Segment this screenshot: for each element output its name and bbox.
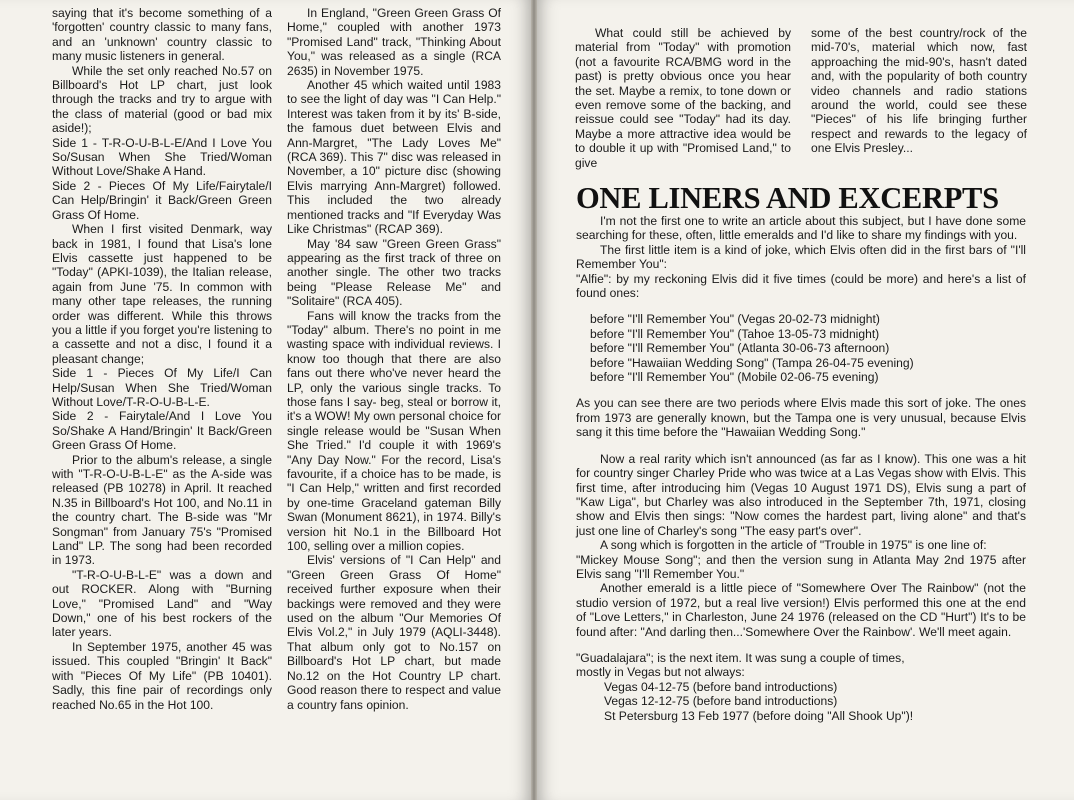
paragraph: When I first visited Denmark, way back in 1981, I found that Lisa's lone Elvis cassette just happened to be "Today" (APKI-1039), the Italian release, again from June '75. In common with many other tape releases, the running order was different. While this throws you a little if you forget you're listening to a cassette and not a disc, I found it a pleasant change; xyxy=(52,222,272,366)
paragraph: In September 1975, another 45 was issued. This coupled "Bringin' It Back" with "Pieces Of My Life" (PB 10401). Sadly, this fine pair of recordings only reached No.65 in the Hot 100. xyxy=(52,639,272,712)
paragraph: saying that it's become something of a 'forgotten' country classic to many fans, and an 'unknown' country classic to many music listeners in general. xyxy=(52,6,272,64)
paragraph: While the set only reached No.57 on Billboard's Hot LP chart, just look through the tracks and try to argue with the class of material (good or bad mix aside!); xyxy=(52,63,272,136)
paragraph: Now a real rarity which isn't announced (as far as I know). This one was a hit for country singer Charley Pride who was twice at a Las Vegas show with Elvis. This first time, after introducing him (Vegas 10 August 1971 DS), Elvis sung a part of "Kaw Liga", but Charley was also introduced in the September 7th, 1971, closing show and Elvis then sings: "Now comes the hardest part, living alone" and that's just one line of Charley's song "The easy part's over". xyxy=(576,451,1026,538)
list-item: Vegas 12-12-75 (before band introductions) xyxy=(604,694,838,709)
left-page xyxy=(0,0,531,800)
paragraph: "Mickey Mouse Song"; and then the version sung in Atlanta May 2nd 1975 after Elvis sang "I'll Remember You." xyxy=(576,552,1026,581)
left-page-column-2 xyxy=(287,6,501,712)
spacer xyxy=(576,440,1026,452)
paragraph: What could still be achieved by material from "Today" with promotion (not a favourite RCA/BMG word in the past) is pretty obvious once you hear the set. Maybe a remix, to tone down or even remove some of the backing, and reissue could see "Today" had its day. Maybe a more attractive idea would be to double it up with "Promised Land," to give xyxy=(575,26,791,170)
guadalajara-list xyxy=(576,680,1026,723)
list-item: St Petersburg 13 Feb 1977 (before doing "All Shook Up")! xyxy=(604,708,914,723)
section-heading: ONE LINERS AND EXCERPTS xyxy=(576,181,999,215)
one-liners-article xyxy=(576,214,1026,723)
right-page-column-2 xyxy=(811,26,1027,156)
cassette-side-2: Side 2 - Fairytale/And I Love You So/Shake A Hand/Bringin' It Back/Green Green Grass Of Home. xyxy=(52,409,272,453)
paragraph: Fans will know the tracks from the "Today" album. There's no point in me wasting space with individual reviews. I know too though that there are also fans out there who've never heard the LP, only the various single tracks. To those fans I say- beg, steal or borrow it, it's a WOW! My own personal choice for single release would be "Susan When She Tried." I'd couple it with 1969's "Any Day Now." For the record, Lisa's favourite, if a choice has to be made, is "I Can Help," written and first recorded by one-time Graceland gateman Billy Swan (Monument 8621), in 1974. Billy's version hit No.1 in the Billboard Hot 100, selling over a million copies. xyxy=(287,308,502,554)
paragraph: The first little item is a kind of joke, which Elvis often did in the first bars of "I'll Remember You": xyxy=(576,242,1026,272)
paragraph: A song which is forgotten in the article of "Trouble in 1975" is one line of: xyxy=(600,538,987,553)
right-page-column-1 xyxy=(575,26,791,170)
list-item: before "I'll Remember You" (Tahoe 13-05-73 midnight) xyxy=(590,326,880,341)
list-item: before "I'll Remember You" (Vegas 20-02-73 midnight) xyxy=(590,312,880,327)
list-item: Vegas 04-12-75 (before band introductions) xyxy=(604,679,838,694)
spacer xyxy=(576,384,1026,396)
list-item: before "I'll Remember You" (Mobile 02-06-75 evening) xyxy=(590,370,879,385)
paragraph: "Guadalajara"; is the next item. It was sung a couple of times, xyxy=(576,650,905,665)
list-item: before "I'll Remember You" (Atlanta 30-06-73 afternoon) xyxy=(590,341,890,356)
spacer xyxy=(576,300,1026,312)
paragraph: In England, "Green Green Grass Of Home," coupled with another 1973 "Promised Land" track, "Thinking About You," was released as a single (RCA 2635) in November 1975. xyxy=(287,6,501,78)
paragraph: Elvis' versions of "I Can Help" and "Green Green Grass Of Home" received further exposure when their backings were removed and they were used on the album "Our Memories Of Elvis Vol.2," in July 1979 (AQLI-3448). That album only got to No.157 on Billboard's Hot LP chart, but made No.12 on the Hot Country LP chart. Good reason there to respect and value a country fans opinion. xyxy=(287,553,501,712)
paragraph: Another emerald is a little piece of "Somewhere Over The Rainbow" (not the studio version of 1972, but a real live version!) Elvis performed this one at the end of "Love Letters," in Charleston, June 24 1976 (released on the CD "Hurt") It's to be found after: "And darling then...'Somewhere Over the Rainbow'. We'll meet again. xyxy=(576,581,1026,639)
intro-paragraph: I'm not the first one to write an article about this subject, but I have done some searching for these, often, little emeralds and I'd like to share my findings with you. xyxy=(576,214,1026,243)
alfie-list xyxy=(576,312,1026,384)
paragraph: some of the best country/rock of the mid-70's, material which now, fast approaching the mid-90's, hasn't dated and, with the popularity of both country video channels and radio stations around the world, could see these "Pieces" of his life bringing further respect and rewards to the legacy of one Elvis Presley... xyxy=(811,26,1027,156)
track-list-side-2: Side 2 - Pieces Of My Life/Fairytale/I Can Help/Bringin' it Back/Green Green Grass Of Home. xyxy=(52,178,272,222)
cassette-side-1: Side 1 - Pieces Of My Life/I Can Help/Susan When She Tried/Woman Without Love/T-R-O-U-B-L-E. xyxy=(52,366,272,409)
paragraph: "T-R-O-U-B-L-E" was a down and out ROCKER. Along with "Burning Love," "Promised Land" and "Way Down," one of his best rockers of the later years. xyxy=(52,567,272,640)
paragraph: Prior to the album's release, a single with "T-R-O-U-B-L-E" as the A-side was released (PB 10278) in April. It reached N.35 in Billboard's Hot 100, and No.11 in the country chart. The B-side was "Mr Songman" from January 75's "Promised Land" LP. The song had been recorded in 1973. xyxy=(52,452,272,568)
paragraph: "Alfie": by my reckoning Elvis did it five times (could be more) and here's a list of found ones: xyxy=(576,271,1026,301)
spacer xyxy=(576,639,1026,651)
paragraph: May '84 saw "Green Green Grass" appearing as the first track of three on another single. The other two tracks being "Please Release Me" and "Solitaire" (RCA 405). xyxy=(287,236,501,309)
paragraph: Another 45 which waited until 1983 to see the light of day was "I Can Help." Interest was taken from it by its' B-side, the famous duet between Elvis and Ann-Margret, "The Lady Loves Me" (RCA 369). This 7" disc was released in November, a 10" picture disc (showing Elvis marrying Ann-Margret) followed. This included the two already mentioned tracks and "If Everyday Was Like Christmas" (RCAP 369). xyxy=(287,78,501,237)
paragraph: As you can see there are two periods where Elvis made this sort of joke. The ones from 1973 are generally known, but the Tampa one is very unusual, because Elvis sang it this time before the "Hawaiian Wedding Song." xyxy=(576,396,1026,440)
list-item: before "Hawaiian Wedding Song" (Tampa 26-04-75 evening) xyxy=(590,355,914,370)
right-page xyxy=(537,0,1074,800)
left-page-column-1 xyxy=(52,6,272,712)
paragraph: mostly in Vegas but not always: xyxy=(576,665,745,680)
track-list-side-1: Side 1 - T-R-O-U-B-L-E/And I Love You So/Susan When She Tried/Woman Without Love/Shake A Hand. xyxy=(52,135,272,179)
